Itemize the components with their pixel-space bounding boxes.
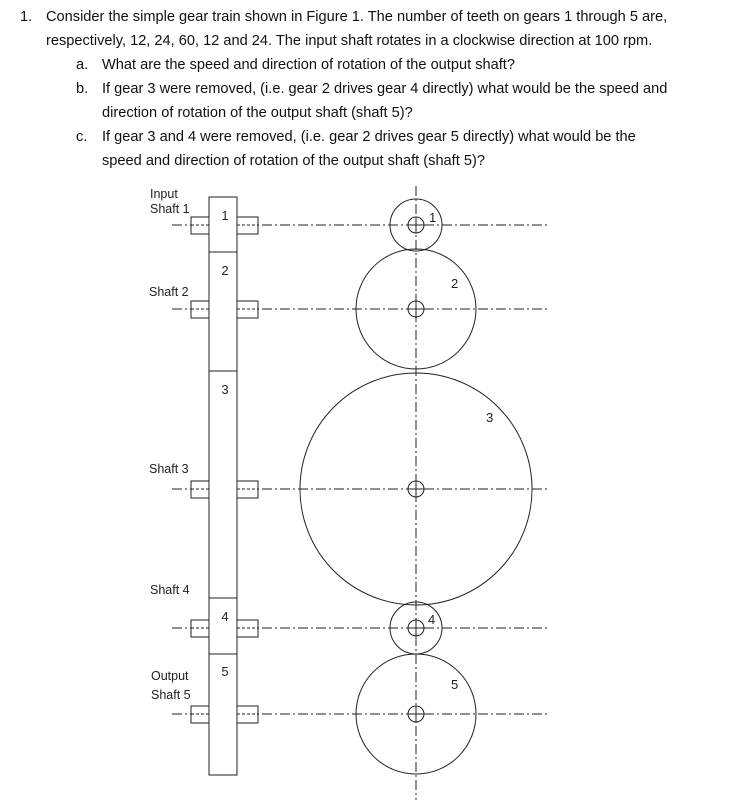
part-c-text-2: speed and direction of rotation of the output shaft (shaft 5)?	[102, 153, 485, 169]
shaft-1-label-line2: Shaft 1	[150, 202, 190, 216]
part-b-text-2: direction of rotation of the output shaft (shaft 5)?	[102, 105, 413, 121]
front-gear-1-number: 1	[429, 210, 437, 225]
front-gear-2-number: 2	[451, 276, 459, 291]
shaft-5-label-line2: Shaft 5	[151, 688, 191, 702]
front-gear-4-number: 4	[428, 612, 436, 627]
side-gear-2-number: 2	[221, 263, 229, 278]
side-gear-4-number: 4	[221, 609, 229, 624]
side-gear-3-number: 3	[221, 382, 229, 397]
side-gear-1-number: 1	[221, 208, 229, 223]
question-line-2: respectively, 12, 24, 60, 12 and 24. The input shaft rotates in a clockwise direction at 100 rpm.	[46, 33, 653, 49]
part-b-text-1: If gear 3 were removed, (i.e. gear 2 drives gear 4 directly) what would be the speed and	[102, 81, 668, 97]
part-a-marker: a.	[76, 57, 89, 73]
shaft-4-label: Shaft 4	[150, 583, 190, 597]
part-c-marker: c.	[76, 129, 88, 145]
side-view	[191, 197, 258, 775]
front-gear-3-number: 3	[486, 410, 494, 425]
front-gear-5-number: 5	[451, 677, 459, 692]
part-a-text: What are the speed and direction of rotation of the output shaft?	[102, 57, 515, 73]
question-number: 1.	[20, 9, 33, 25]
part-c-text-1: If gear 3 and 4 were removed, (i.e. gear 2 drives gear 5 directly) what would be the	[102, 129, 636, 145]
gear-column	[209, 197, 237, 775]
shaft-2-label: Shaft 2	[149, 285, 189, 299]
shaft-1-label-line1: Input	[150, 187, 178, 201]
side-gear-5-number: 5	[221, 664, 229, 679]
shaft-5-label-line1: Output	[151, 669, 189, 683]
question-line-1: Consider the simple gear train shown in Figure 1. The number of teeth on gears 1 through 5 are,	[46, 9, 668, 25]
shaft-3-label: Shaft 3	[149, 462, 189, 476]
part-b-marker: b.	[76, 81, 89, 97]
